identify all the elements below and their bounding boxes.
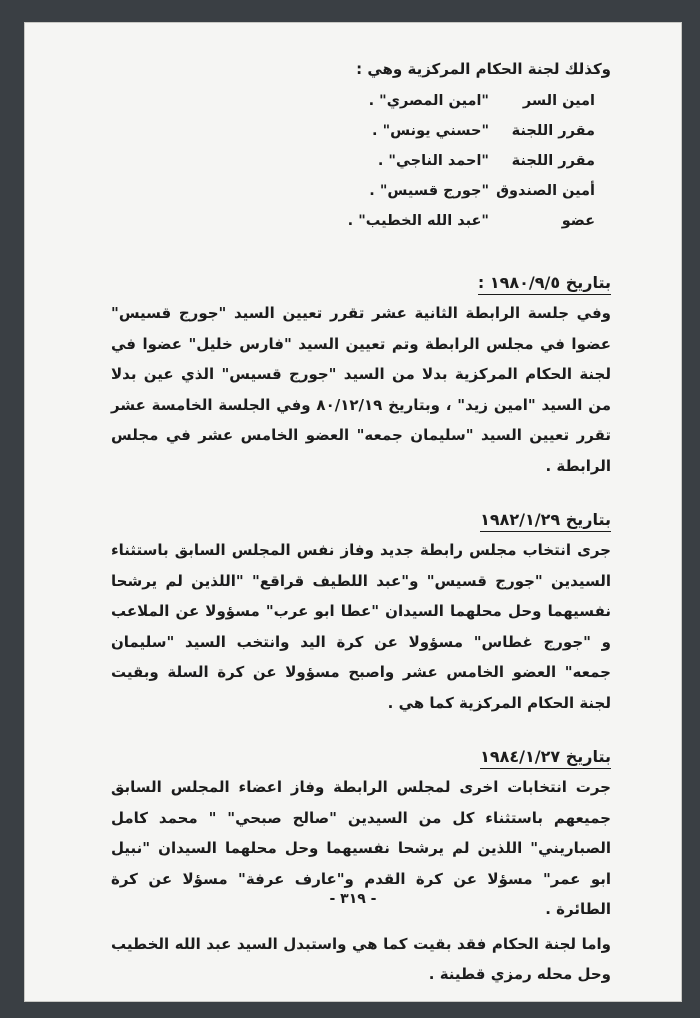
section-paragraph: جرى انتخاب مجلس رابطة جديد وفاز نفس المجلس السابق باستثناء السيدين "جورج قسيس" و"عبد اللطيف قراقع" "اللذين لم يرشحا نفسيهما وحل محلهما السيدان "عطا ابو عرب" مسؤولا عن الملاعب و "جورج غطاس" مسؤولا عن كرة اليد وانتخب السيد "سليمان جمعه" العضو الخامس عشر واصبح مسؤولا عن كرة السلة وبقيت لجنة الحكام المركزية كما هي . xyxy=(111,541,611,712)
section-heading-text: بتاريخ ١٩٨٢/١/٢٩ xyxy=(480,510,611,532)
committee-role: أمين الصندوق xyxy=(496,183,595,199)
section-heading-text: بتاريخ ١٩٨٤/١/٢٧ xyxy=(480,747,611,769)
section-heading xyxy=(111,746,611,768)
section-paragraph: وفي جلسة الرابطة الثانية عشر تقرر تعيين السيد "جورج قسيس" عضوا في مجلس الرابطة وتم تعيين السيد "فارس خليل" عضوا في لجنة الحكام المركزية بدلا من السيد "جورج قسيس" الذي عين بدلا من السيد "امين زيد" ، وبتاريخ ٨٠/١٢/١٩ وفي الجلسة الخامسة عشر تقرر تعيين السيد "سليمان جمعه" العضو الخامس عشر في مجلس الرابطة . xyxy=(111,304,612,475)
committee-row xyxy=(111,206,611,236)
document-page xyxy=(24,22,682,1002)
page-number: - ٣١٩ - xyxy=(329,891,377,907)
committee-role: مقرر اللجنة xyxy=(511,153,595,169)
section-paragraph: واما لجنة الحكام فقد بقيت كما هي واستبدل السيد عبد الله الخطيب وحل محله رمزي قطينة . xyxy=(111,934,611,983)
committee-role: مقرر اللجنة xyxy=(511,123,595,139)
committee-row xyxy=(111,116,611,146)
section-heading-text: بتاريخ ١٩٨٠/٩/٥ : xyxy=(478,273,611,295)
committee-role: عضو xyxy=(561,213,595,229)
document-body xyxy=(111,58,611,990)
committee-intro: وكذلك لجنة الحكام المركزية وهي : xyxy=(356,60,611,78)
section-heading xyxy=(111,509,611,531)
committee-name: "احمد الناجي" . xyxy=(377,153,489,169)
committee-name: "امين المصري" . xyxy=(368,93,489,109)
committee-row xyxy=(111,176,611,206)
committee-name: "عبد الله الخطيب" . xyxy=(347,213,489,229)
committee-role: امين السر xyxy=(522,93,595,109)
committee-row xyxy=(111,86,611,116)
section-paragraph: جرت انتخابات اخرى لمجلس الرابطة وفاز اعضاء المجلس السابق جميعهم باستثناء كل من السيدين "صالح صبحي" " محمد كامل الصباريني" اللذين لم يرشحا نفسيهما وحل محلهما السيدان "نبيل ابو عمر" مسؤلا عن كرة القدم و"عارف عرفة" مسؤلا عن كرة الطائرة . xyxy=(111,778,611,918)
committee-name: "حسني يونس" . xyxy=(372,123,489,139)
committee-row xyxy=(111,146,611,176)
committee-list xyxy=(111,86,611,236)
committee-name: "جورج قسيس" . xyxy=(369,183,489,199)
section-heading xyxy=(111,272,611,294)
